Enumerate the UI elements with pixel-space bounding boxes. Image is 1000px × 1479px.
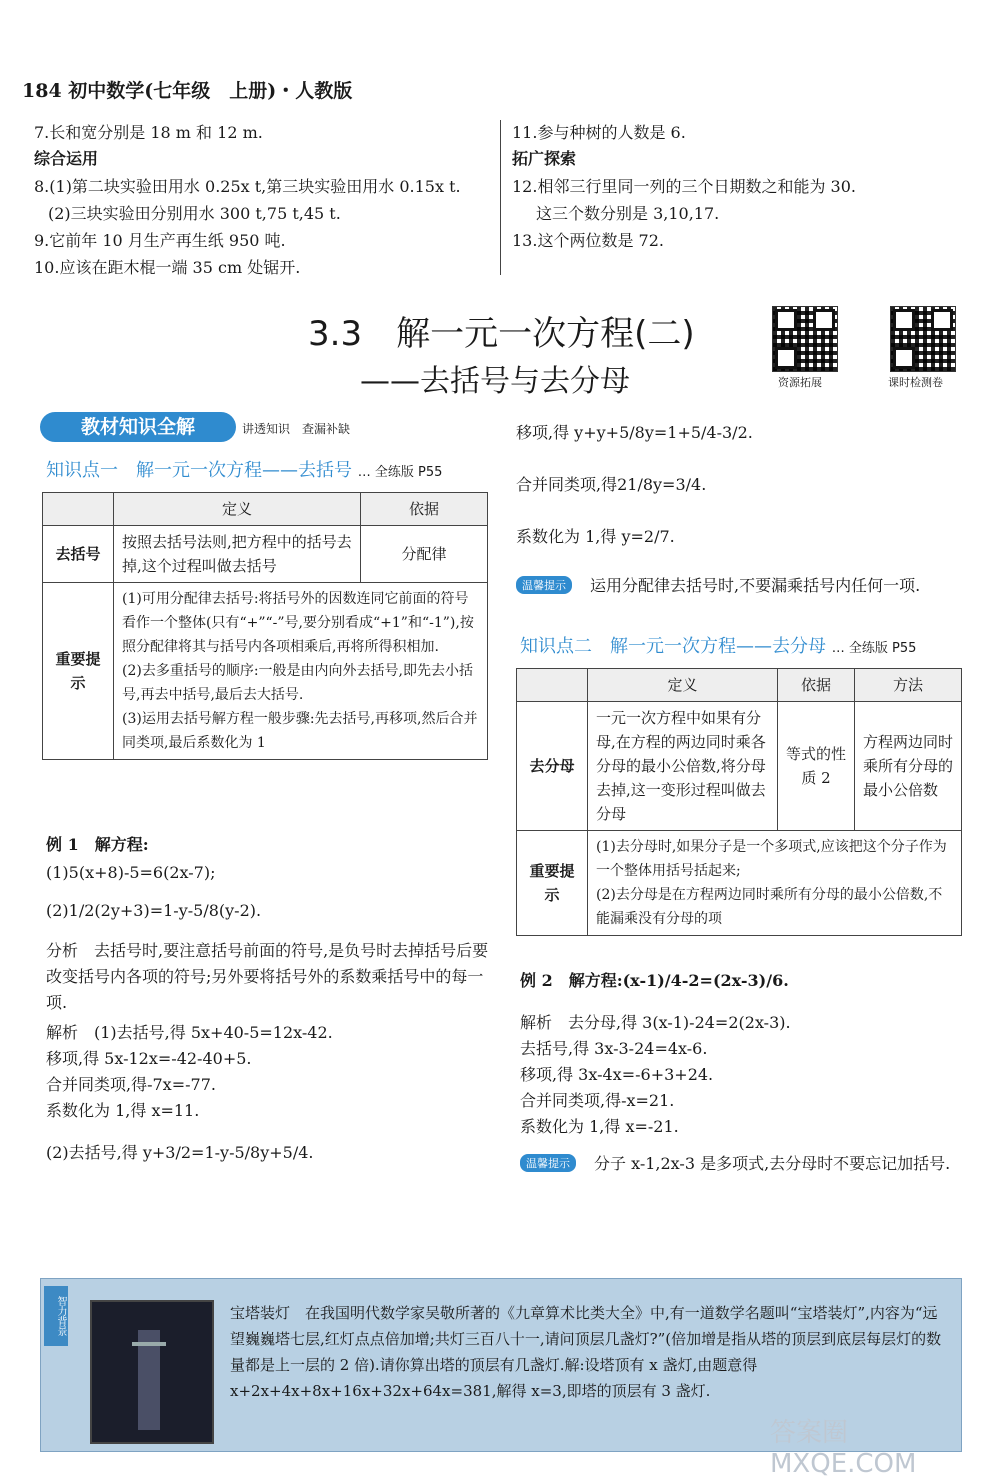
right-step-coefficient: 系数化为 1,得 y=2/7. <box>516 527 675 546</box>
table2-header-basis: 依据 <box>778 669 855 702</box>
pagoda-photo <box>90 1300 214 1444</box>
example-2-sol-2: 去括号,得 3x-3-24=4x-6. <box>520 1039 708 1058</box>
table-denominators <box>516 668 962 936</box>
table1-tip-2: (2)去多重括号的顺序:一般是由内向外去括号,即先去小括号,再去中括号,最后去大括号. <box>122 663 473 703</box>
example-1-sol-1: 解析 (1)去括号,得 5x+40-5=12x-42. <box>46 1023 333 1042</box>
table1-row-label-1: 去括号 <box>43 526 114 583</box>
table2-header-definition: 定义 <box>588 669 778 702</box>
answer-heading-extension: 拓广探索 <box>512 149 577 168</box>
table1-tip-3: (3)运用去括号解方程一般步骤:先去括号,再移项,然后合并同类项,最后系数化为 1 <box>122 711 478 751</box>
table-brackets <box>42 492 488 760</box>
example-2-sol-4: 合并同类项,得-x=21. <box>520 1091 675 1110</box>
right-step-move: 移项,得 y+y+5/8y=1+5/4-3/2. <box>516 423 753 442</box>
example-2-sol-5: 系数化为 1,得 x=-21. <box>520 1117 679 1136</box>
answer-9: 9.它前年 10 月生产再生纸 950 吨. <box>34 231 286 250</box>
page-number: 184 <box>22 80 62 102</box>
qr-label-resources: 资源拓展 <box>778 376 822 389</box>
example-2-sol-3: 移项,得 3x-4x=-6+3+24. <box>520 1065 714 1084</box>
section-title: 3.3 解一元一次方程(二) <box>308 314 695 354</box>
tip-badge-2: 温馨提示 <box>520 1154 576 1172</box>
answer-8-2: (2)三块实验田分别用水 300 t,75 t,45 t. <box>48 204 341 223</box>
example-1-sol-4: 系数化为 1,得 x=11. <box>46 1101 200 1120</box>
banner-subtitle: 讲透知识 查漏补缺 <box>242 422 351 436</box>
answer-12: 12.相邻三行里同一列的三个日期数之和能为 30. <box>512 177 856 196</box>
tip-badge-1: 温馨提示 <box>516 576 572 594</box>
qr-code-test[interactable] <box>890 306 956 372</box>
qr-label-test: 课时检测卷 <box>888 376 943 389</box>
kp1-reference: … 全练版 P55 <box>357 465 443 480</box>
table1-basis-1: 分配律 <box>361 526 488 583</box>
example-1-analysis: 分析 去括号时,要注意括号前面的符号,是负号时去掉括号后要改变括号内各项的符号;另外要将括号外的系数乘括号中的每一项. <box>46 941 489 1012</box>
answer-8-1: 8.(1)第二块实验田用水 0.25x t,第三块实验田用水 0.15x t. <box>34 177 461 196</box>
table2-tip-1: (1)去分母时,如果分子是一个多项式,应该把这个分子作为一个整体用括号括起来; <box>596 839 947 879</box>
tip-text-1: 运用分配律去括号时,不要漏乘括号内任何一项. <box>590 576 921 595</box>
table2-method-1: 方程两边同时乘所有分母的最小公倍数 <box>855 702 962 831</box>
table2-row-label-1: 去分母 <box>517 702 588 831</box>
answer-10: 10.应该在距木棍一端 35 cm 处锯开. <box>34 258 301 277</box>
tip-text-2: 分子 x-1,2x-3 是多项式,去分母时不要忘记加括号. <box>594 1154 951 1173</box>
table2-basis-1: 等式的性质 2 <box>778 702 855 831</box>
answer-7: 7.长和宽分别是 18 m 和 12 m. <box>34 123 263 142</box>
answer-11: 11.参与种树的人数是 6. <box>512 123 686 142</box>
table1-def-1: 按照去括号法则,把方程中的括号去掉,这个过程叫做去括号 <box>114 526 361 583</box>
answer-13: 13.这个两位数是 72. <box>512 231 664 250</box>
answer-heading-comprehensive: 综合运用 <box>34 149 99 168</box>
example-1-eq2: (2)1/2(2y+3)=1-y-5/8(y-2). <box>46 901 262 920</box>
watermark: 答案圈 MXQE.COM <box>770 1418 917 1479</box>
section-subtitle: ——去括号与去分母 <box>360 364 630 399</box>
table2-row-label-2: 重要提示 <box>517 831 588 936</box>
example-1-sol-2: 移项,得 5x-12x=-42-40+5. <box>46 1049 252 1068</box>
textbook-banner: 教材知识全解 <box>40 412 236 442</box>
table1-header-definition: 定义 <box>114 493 361 526</box>
knowledge-point-2-title: 知识点二 解一元一次方程——去分母 … 全练版 P55 <box>520 636 917 657</box>
background-tag: 智力背景 <box>44 1286 68 1346</box>
table1-row-label-2: 重要提示 <box>43 583 114 760</box>
answer-12-numbers: 这三个数分别是 3,10,17. <box>536 204 720 223</box>
background-story: 宝塔装灯 在我国明代数学家吴敬所著的《九章算术比类大全》中,有一道数学名题叫“宝塔装灯”,内容为“远望巍巍塔七层,红灯点点倍加增;共灯三百八十一,请问顶层几盏灯?”(倍加增是指从塔的顶层到底层每层灯的数量都是上一层的 2 倍).请你算出塔的顶层有几盏灯.解:设塔顶有 x 盏灯,由题意得 x+2x+4x+8x+16x+32x+64x=381,解得 x=3,即塔的顶层有 3 盏灯. <box>230 1304 942 1400</box>
example-1-sol-5: (2)去括号,得 y+3/2=1-y-5/8y+5/4. <box>46 1143 314 1162</box>
page-header <box>22 76 352 103</box>
example-2-sol-1: 解析 去分母,得 3(x-1)-24=2(2x-3). <box>520 1013 791 1032</box>
example-1-eq1: (1)5(x+8)-5=6(2x-7); <box>46 863 216 882</box>
qr-code-resources[interactable] <box>772 306 838 372</box>
knowledge-point-1-title: 知识点一 解一元一次方程——去括号 … 全练版 P55 <box>46 460 443 481</box>
column-divider <box>500 120 501 275</box>
table2-header-method: 方法 <box>855 669 962 702</box>
table2-def-1: 一元一次方程中如果有分母,在方程的两边同时乘各分母的最小公倍数,将分母去掉,这一变形过程叫做去分母 <box>588 702 778 831</box>
kp2-reference: … 全练版 P55 <box>831 641 917 656</box>
table1-tip-1: (1)可用分配律去括号:将括号外的因数连同它前面的符号看作一个整体(只有“+”“-”号,要分别看成“+1”和“-1”),按照分配律将其与括号内各项相乘后,再将所得积相加. <box>122 591 474 655</box>
table2-tip-2: (2)去分母是在方程两边同时乘所有分母的最小公倍数,不能漏乘没有分母的项 <box>596 887 943 927</box>
book-title: 初中数学(七年级 上册)・人教版 <box>68 80 353 102</box>
example-2-title: 例 2 解方程:(x-1)/4-2=(2x-3)/6. <box>520 971 789 990</box>
example-1-sol-3: 合并同类项,得-7x=-77. <box>46 1075 216 1094</box>
right-step-combine: 合并同类项,得21/8y=3/4. <box>516 475 707 494</box>
example-1-title: 例 1 解方程: <box>46 835 149 854</box>
table1-header-basis: 依据 <box>361 493 488 526</box>
